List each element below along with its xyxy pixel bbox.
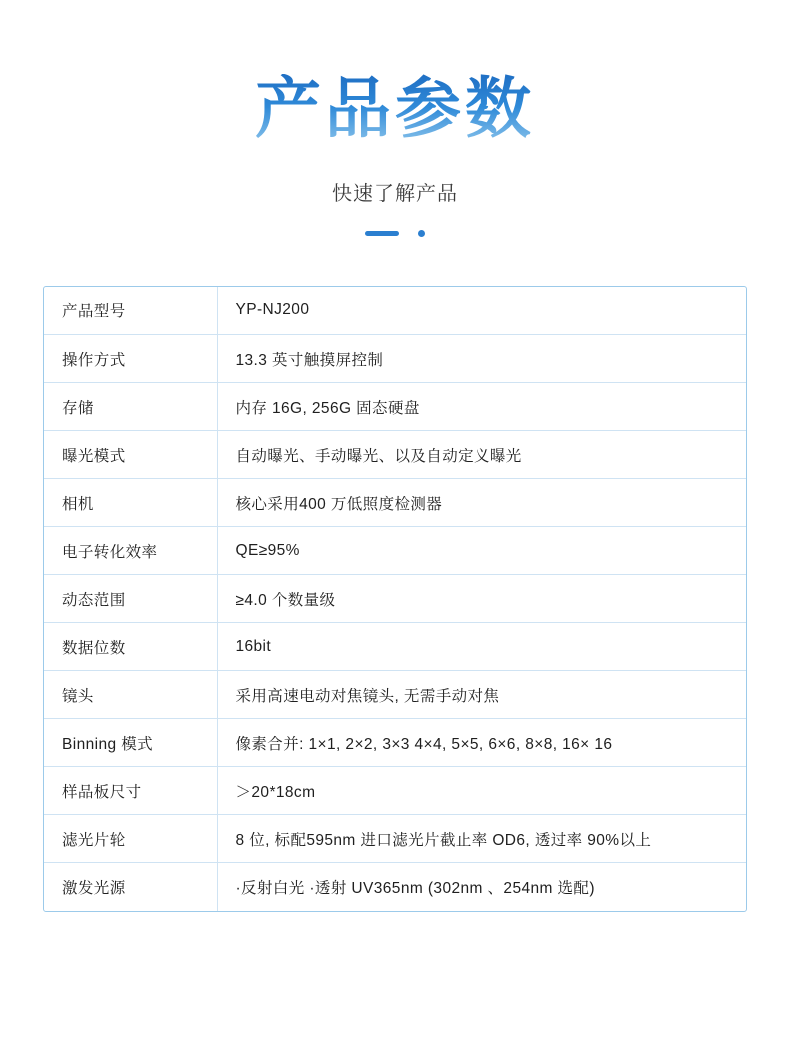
dash-dot-divider-icon — [365, 228, 425, 238]
page-header — [0, 0, 790, 238]
spec-value: 像素合并: 1×1, 2×2, 3×3 4×4, 5×5, 6×6, 8×8, 16× 16 — [217, 719, 746, 767]
spec-label: 电子转化效率 — [44, 527, 217, 575]
table-row — [44, 287, 746, 335]
spec-label: 激发光源 — [44, 863, 217, 911]
spec-value: YP-NJ200 — [217, 287, 746, 335]
divider-bar — [365, 231, 399, 236]
spec-label: 曝光模式 — [44, 431, 217, 479]
page-title: 产品参数 — [0, 74, 790, 147]
spec-value: ·反射白光 ·透射 UV365nm (302nm 、254nm 选配) — [235, 879, 595, 897]
table-row — [44, 767, 746, 815]
spec-label: 数据位数 — [44, 623, 217, 671]
table-row — [44, 671, 746, 719]
spec-value: 16bit — [217, 623, 746, 671]
spec-table-body — [44, 287, 746, 911]
table-row — [44, 527, 746, 575]
table-row — [44, 383, 746, 431]
spec-value: ≥4.0 个数量级 — [217, 575, 746, 623]
table-row — [44, 335, 746, 383]
spec-table-container — [43, 286, 747, 912]
table-row — [44, 623, 746, 671]
spec-value: 核心采用400 万低照度检测器 — [217, 479, 746, 527]
divider-dot — [418, 230, 425, 237]
spec-label: 存储 — [44, 383, 217, 431]
table-row — [44, 431, 746, 479]
table-row — [44, 479, 746, 527]
page-subtitle: 快速了解产品 — [332, 182, 458, 205]
spec-label: 滤光片轮 — [44, 815, 217, 863]
table-row — [44, 575, 746, 623]
spec-label: 操作方式 — [44, 335, 217, 383]
spec-value: 13.3 英寸触摸屏控制 — [217, 335, 746, 383]
spec-label: 产品型号 — [44, 287, 217, 335]
spec-value: 自动曝光、手动曝光、以及自动定义曝光 — [217, 431, 746, 479]
spec-value: 内存 16G, 256G 固态硬盘 — [217, 383, 746, 431]
spec-label: Binning 模式 — [44, 719, 217, 767]
spec-label: 动态范围 — [44, 575, 217, 623]
table-row — [44, 863, 746, 911]
spec-label: 相机 — [44, 479, 217, 527]
spec-value: 8 位, 标配595nm 进口滤光片截止率 OD6, 透过率 90%以上 — [217, 815, 746, 863]
table-row — [44, 815, 746, 863]
table-row — [44, 719, 746, 767]
spec-table — [44, 287, 746, 911]
spec-value: ＞20*18cm — [217, 767, 746, 815]
spec-value: QE≥95% — [217, 527, 746, 575]
spec-label: 镜头 — [44, 671, 217, 719]
spec-value: 采用高速电动对焦镜头, 无需手动对焦 — [217, 671, 746, 719]
spec-label: 样品板尺寸 — [44, 767, 217, 815]
